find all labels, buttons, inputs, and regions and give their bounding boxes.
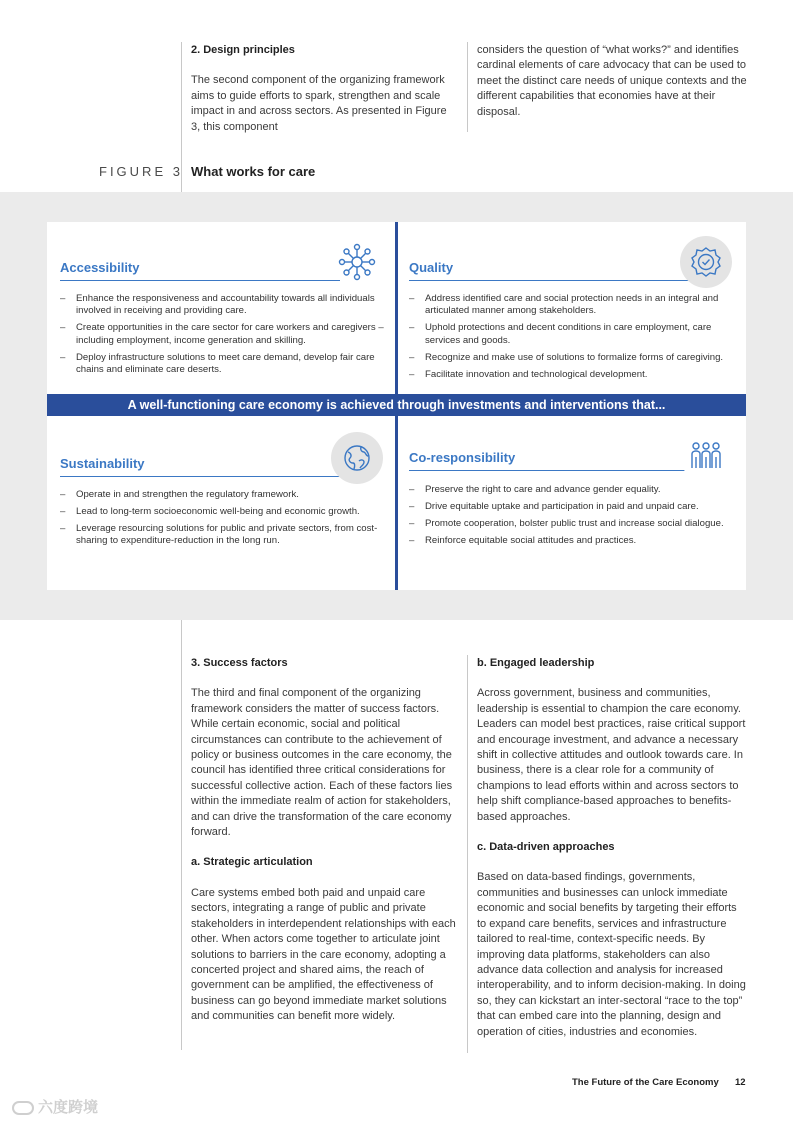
quadrant-title-accessibility: Accessibility: [60, 260, 140, 275]
watermark-text: 六度跨境: [38, 1099, 99, 1116]
quadrant-rule: [60, 476, 340, 477]
list-item: – Address identified care and social protection needs in an integral and articulated manner among stakeholders.: [409, 293, 745, 318]
figure-label: FIGURE 3: [99, 164, 183, 179]
body-paragraph: The third and final component of the organizing framework considers the matter of success factors. While certain economic, social and political circumstances can contribute to the achievement of policy or business outcomes in the care economy, the council has identified three critical considerations for successful collective action. Each of these factors lies within the immediate realm of action for stakeholders, and can drive the transformation of the care economy forward.: [191, 687, 453, 839]
subsection-heading: c. Data-driven approaches: [477, 841, 615, 854]
bottom-right-column: [477, 656, 747, 1055]
people-group-icon: [680, 430, 732, 482]
page-number: 12: [735, 1077, 746, 1088]
watermark-logo-icon: [12, 1101, 34, 1115]
subsection-heading: b. Engaged leadership: [477, 657, 595, 669]
network-icon: [331, 236, 383, 288]
list-item: – Facilitate innovation and technological development.: [409, 369, 745, 381]
body-paragraph: Across government, business and communities, leadership is essential to champion the care economy. Leaders can model best practices, raise critical support and encourage investment, and advance a necessary shift in collective attitudes and outlook towards care. In business, there is a clear role for a community of champions to lead efforts within and across sectors to help shift compliance-based approaches to benefits-based approaches.: [477, 687, 746, 823]
subsection-heading: a. Strategic articulation: [191, 856, 313, 869]
column-divider-right: [467, 655, 468, 1053]
list-item: – Recognize and make use of solutions to formalize forms of caregiving.: [409, 352, 745, 364]
quadrant-title-coresponsibility: Co-responsibility: [409, 450, 516, 465]
column-divider-left: [181, 620, 182, 1050]
accessibility-list: [60, 293, 386, 381]
badge-check-icon: [680, 236, 732, 288]
bottom-left-column: [191, 656, 456, 1040]
list-item: – Leverage resourcing solutions for public and private sectors, from cost-sharing to expenditure-reduction in the long run.: [60, 523, 386, 548]
quadrant-rule: [60, 280, 340, 281]
list-item: – Deploy infrastructure solutions to meet care demand, develop fair care chains and eliminate care deserts.: [60, 352, 386, 377]
quadrant-title-sustainability: Sustainability: [60, 456, 145, 471]
quadrant-rule: [409, 280, 689, 281]
body-paragraph: Care systems embed both paid and unpaid care sectors, integrating a range of public and private stakeholders in interdependent relationships with each other. When actors come together to articulate joint solutions to barriers in the care economy, adopting a concerted project and shared aims, the reach of government can be amplified, the effectiveness of business can go beyond immediate market solutions and communities can benefit more widely.: [191, 886, 456, 1023]
quadrant-rule: [409, 470, 689, 471]
list-item: – Enhance the responsiveness and accountability towards all individuals involved in receiving and providing care.: [60, 293, 386, 318]
sustainability-list: [60, 489, 386, 552]
list-item: – Create opportunities in the care sector for care workers and caregivers – including employment, income generation and skilling.: [60, 322, 386, 347]
list-item: – Operate in and strengthen the regulatory framework.: [60, 489, 386, 501]
watermark: [12, 1096, 98, 1117]
body-paragraph: Based on data-based findings, governments, communities and businesses can unlock immediate economic and social benefits by targeting their efforts to expand care benefits, services and infrastructure tailored to real-time, context-specific needs. By improving data platforms, stakeholders can also advance data collection and analysis for increased interoperability, and to inform decision-making. In doing so, they can kickstart an inter-sectoral “race to the top” that can embed care into the planning, design and operation of cities, industries and economies.: [477, 871, 746, 1038]
quadrant-title-quality: Quality: [409, 260, 454, 275]
figure-title: What works for care: [191, 164, 316, 179]
body-paragraph: The second component of the organizing framework aims to guide efforts to spark, strengthen and scale impact in and across sectors. As presented in Figure 3, this component: [191, 74, 447, 133]
list-item: – Lead to long-term socioeconomic well-being and economic growth.: [60, 506, 386, 518]
coresponsibility-list: [409, 484, 745, 552]
globe-leaf-icon: [331, 432, 383, 484]
quality-list: [409, 293, 745, 386]
list-item: – Reinforce equitable social attitudes and practices.: [409, 535, 745, 547]
list-item: – Drive equitable uptake and participation in paid and unpaid care.: [409, 501, 745, 513]
figure-banner: A well-functioning care economy is achieved through investments and interventions that...: [47, 394, 746, 416]
list-item: – Uphold protections and decent conditions in care employment, care services and goods.: [409, 322, 745, 347]
top-right-column: [477, 43, 747, 135]
section-heading: 2. Design principles: [191, 44, 295, 56]
footer-title: The Future of the Care Economy: [572, 1077, 719, 1088]
top-left-column: [191, 43, 456, 150]
column-divider-right: [467, 42, 468, 132]
section-heading: 3. Success factors: [191, 657, 288, 669]
list-item: – Promote cooperation, bolster public trust and increase social dialogue.: [409, 518, 745, 530]
list-item: – Preserve the right to care and advance gender equality.: [409, 484, 745, 496]
body-paragraph: considers the question of “what works?” and identifies cardinal elements of care advocacy that can be used to meet the distinct care needs of unique contexts and the different capabilities that economies have at their disposal.: [477, 44, 747, 118]
